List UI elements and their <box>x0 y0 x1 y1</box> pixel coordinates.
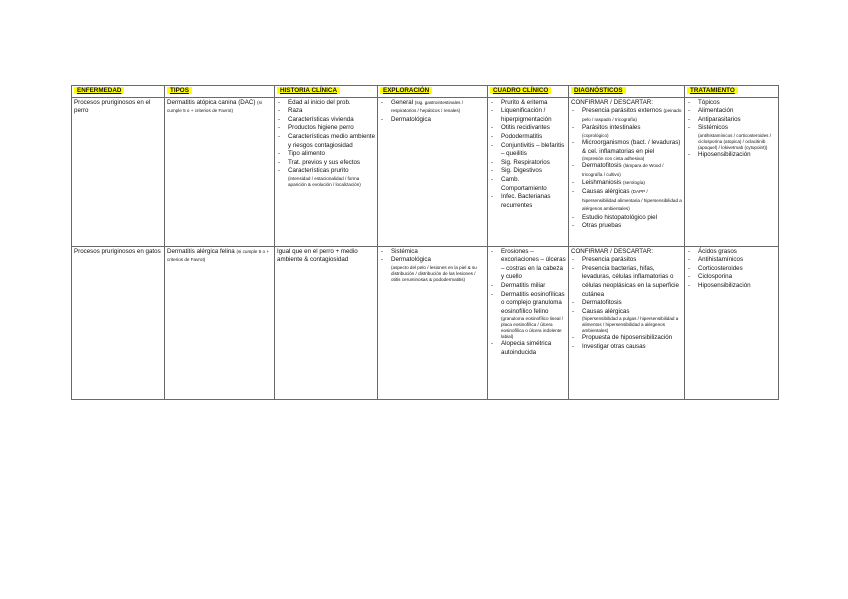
list-item: - Propuesta de hiposensibilización <box>571 334 682 343</box>
item-text: Presencia parásitos externos <box>582 107 662 115</box>
list-item: - Ciclosporina <box>687 273 776 282</box>
list-item <box>571 179 682 188</box>
list-item: - Productos higiene perro <box>277 124 375 133</box>
item-note: (peinado pelo / raspado / tricografía) <box>582 108 682 122</box>
table-row <box>72 97 779 246</box>
list-item: - Características vivienda <box>277 116 375 125</box>
disease-cell: Procesos pruriginosos en el perro <box>72 97 165 246</box>
table-row <box>72 246 779 399</box>
list-item: - Conjuntivitis – blefaritis – queilitis <box>490 142 566 159</box>
list-item: - Erosiones – excoriaciones – úlceras – costras en la cabeza y cuello <box>490 248 566 282</box>
item-text: Causas alérgicas <box>582 307 630 315</box>
types-cell <box>165 246 275 399</box>
treatment-cell <box>685 97 779 246</box>
exploration-cell <box>378 97 488 246</box>
list-item <box>277 167 375 188</box>
item-note: (coprológico) <box>582 132 609 138</box>
item-text: Dermatofitosis <box>582 162 622 170</box>
list-item: - Alopecia simétrica autoinducida <box>490 340 566 357</box>
list-item: - Corticosteroides <box>687 265 776 274</box>
list-item: - Alimentación <box>687 107 776 116</box>
clinical-cell <box>488 246 569 399</box>
list-item: - Infec. Bacterianas recurrentes <box>490 193 566 210</box>
item-note: (intensidad / estacionalidad / forma aparición & evolución / localización) <box>288 175 361 187</box>
list-item: - Dermatofitosis <box>571 299 682 308</box>
item-note: (granuloma eosinofílico lineal / placa eosinofílica / úlcera eosinofílica o úlcera indolente labial) <box>501 316 564 340</box>
item-text: Dermatitis eosinofílicas o complejo granuloma eosinofílico felino <box>501 290 565 315</box>
list-item: - Hiposensibilización <box>687 282 776 291</box>
item-note: (antihistamínicos / corticosteroides / ciclosporina (atopica) / oclacitinib (apoquel) / lokivetmab (cytopoint)) <box>698 132 772 150</box>
list-item <box>571 107 682 124</box>
type-main: Dermatitis atópica canina (DAC) <box>167 98 256 106</box>
list-item: - Pododermatitis <box>490 133 566 142</box>
item-note: (lámpara de Wood / tricografía / cultivo) <box>582 163 664 177</box>
list-item: - Ácidos grasos <box>687 248 776 257</box>
header-tratamiento: TRATAMIENTO <box>685 86 779 98</box>
header-cuadro: CUADRO CLÍNICO <box>488 86 569 98</box>
header-row <box>72 86 779 98</box>
item-text: Parásitos intestinales <box>582 124 641 132</box>
diagnosis-intro: CONFIRMAR / DESCARTAR: <box>571 98 653 106</box>
list-item <box>571 162 682 179</box>
type-main: Dermatitis alérgica felina <box>167 247 235 255</box>
header-exploracion: EXPLORACIÓN <box>378 86 488 98</box>
list-item: - Tópicos <box>687 99 776 108</box>
list-item <box>380 256 485 283</box>
item-note: (serología) <box>622 180 645 186</box>
disease-cell: Procesos pruriginosos en gatos <box>72 246 165 399</box>
list-item: - Antiparasitarios <box>687 116 776 125</box>
item-text: Causas alérgicas <box>582 187 630 195</box>
list-item: - Otras pruebas <box>571 222 682 231</box>
header-enfermedad: ENFERMEDAD <box>72 86 165 98</box>
exploration-cell <box>378 246 488 399</box>
item-text: Sistémicos <box>698 124 728 132</box>
type-note: (si cumple 5 o + criterios de Favrot) <box>167 99 262 114</box>
list-item: - Edad al inicio del prob. <box>277 99 375 108</box>
list-item <box>571 139 682 162</box>
diagnosis-cell <box>569 97 685 246</box>
list-item: - Investigar otras causas <box>571 343 682 352</box>
list-item: - Camb. Comportamiento <box>490 176 566 193</box>
item-note: (impresión con cinta adhesiva) <box>582 156 645 162</box>
history-cell <box>275 97 378 246</box>
item-note: (sig. gastrointestinales / respiratorios / hepáticos / renales) <box>391 99 464 114</box>
header-diagnosticos: DIAGNÓSTICOS <box>569 86 685 98</box>
clinical-cell <box>488 97 569 246</box>
list-item: - Raza <box>277 107 375 116</box>
item-text: Características prurito <box>288 167 349 175</box>
item-text: Dermatológica <box>391 256 431 264</box>
list-item: - Liquenificación / hiperpigmentación <box>490 107 566 124</box>
history-cell <box>275 246 378 399</box>
item-note: (aspecto del pelo / lesiones en la piel & su distribución / distribución de las lesiones / otitis ceruminosas & pododermatitis) <box>391 264 477 282</box>
list-item: - Otitis recidivantes <box>490 124 566 133</box>
list-item: - Hiposensibilización <box>687 151 776 160</box>
types-cell <box>165 97 275 246</box>
history-text: Igual que en el perro + medio ambiente & contagiosidad <box>277 247 358 264</box>
list-item: - Tipo alimento <box>277 150 375 159</box>
list-item: - Presencia bacterias, hifas, levaduras, células inflamatorias o células neoplásicas en la superficie cutánea <box>571 265 682 299</box>
diagnosis-intro: CONFIRMAR / DESCARTAR: <box>571 247 653 255</box>
list-item: - Presencia parásitos <box>571 256 682 265</box>
list-item: - Sig. Respiratorios <box>490 159 566 168</box>
list-item: - Antihistamínicos <box>687 256 776 265</box>
item-note: (DAPP / hipersensibilidad alimentaria / hipersensibilidad a alérgenos ambientales) <box>582 188 682 212</box>
item-text: Microorganismos (bact. / levaduras) & cel. inflamatorias en piel <box>582 138 681 155</box>
list-item <box>571 188 682 214</box>
list-item: - Sistémica <box>380 248 485 257</box>
list-item: - Estudio histopatológico piel <box>571 214 682 223</box>
treatment-cell <box>685 246 779 399</box>
list-item: - Características medio ambiente y riesgos contagiosidad <box>277 133 375 150</box>
header-historia: HISTORIA CLÍNICA <box>275 86 378 98</box>
item-text: Leishmaniosis <box>582 179 622 187</box>
diagnosis-cell <box>569 246 685 399</box>
list-item <box>571 308 682 335</box>
item-note: (hipersensibilidad a pulgas / hipersensibilidad a alimentos / hipersensibilidad a alérgenos ambientales) <box>582 316 679 334</box>
header-tipos: TIPOS <box>165 86 275 98</box>
list-item <box>380 99 485 116</box>
type-note: (si cumple 5 o + criterios de Favrot) <box>167 248 270 263</box>
summary-table <box>71 85 779 400</box>
list-item: - Dermatológica <box>380 116 485 125</box>
list-item <box>571 124 682 139</box>
list-item: - Trat. previos y sus efectos <box>277 159 375 168</box>
list-item: - Dermatitis miliar <box>490 282 566 291</box>
list-item <box>687 124 776 151</box>
list-item: - Prurito & eritema <box>490 99 566 108</box>
item-text: General <box>391 98 414 106</box>
list-item: - Sig. Digestivos <box>490 167 566 176</box>
list-item <box>490 291 566 341</box>
